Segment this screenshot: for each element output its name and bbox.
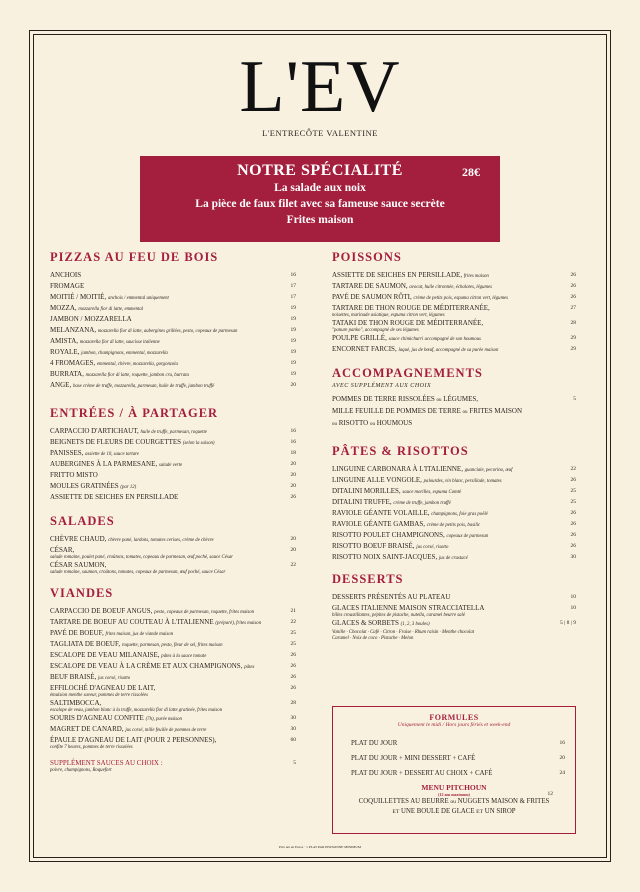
pitchoun-subtitle: (12 ans maximum) (438, 792, 470, 797)
specialite-line-2 (140, 196, 500, 212)
item-name: POULPE GRILLÉ, (332, 334, 387, 342)
menu-item (332, 271, 576, 282)
brand-subtitle: L'ENTRECÔTE VALENTINE (262, 128, 378, 138)
brand-logo: L'EV (239, 46, 401, 128)
pates-title: PÂTES & RISOTTOS (332, 444, 469, 458)
menu-item (332, 498, 576, 509)
item-price: 20 (290, 382, 296, 388)
menu-item (332, 593, 576, 604)
item-name: JAMBON / MOZZARELLA (50, 315, 132, 323)
poissons-title: POISSONS (332, 250, 402, 264)
formule-item (343, 736, 565, 751)
supplement-label: SUPPLÉMENT SAUCES AU CHOIX : (50, 759, 163, 767)
pates-list (332, 465, 576, 564)
item-desc: "panure panko", accompagné de ses légumes (332, 328, 419, 333)
item-desc: pesto, copeaux de parmesan, roquette, frites maison (154, 610, 255, 615)
supplement-price: 5 (293, 760, 296, 766)
item-price: 26 (570, 272, 576, 278)
accompagnements-title: ACCOMPAGNEMENTS (332, 366, 483, 380)
menu-item (332, 345, 576, 356)
item-name: MOULES GRATINÉES (50, 482, 119, 490)
item-price: 27 (570, 305, 576, 311)
menu-item (50, 684, 296, 699)
item-name: CARPACCIO D'ARTICHAUT, (50, 427, 139, 435)
accompagnement-line-3: ou RISOTTO ou HOUMOUS (332, 419, 413, 427)
item-price: 19 (290, 316, 296, 322)
accompagnement-line-1: POMMES DE TERRE RISSOLÉES ou LÉGUMES, 5 (332, 395, 576, 403)
accompagnements-list (332, 395, 576, 430)
item-desc: (1, 2, 3 boules) (400, 622, 430, 627)
item-name: TAGLIATA DE BOEUF, (50, 640, 121, 648)
specialite-title: NOTRE SPÉCIALITÉ (237, 162, 403, 179)
item-price: 26 (570, 521, 576, 527)
menu-item (332, 531, 576, 542)
item-name: LINGUINE ALLE VONGOLE, (332, 476, 422, 484)
item-desc: (préparé), frites maison (215, 621, 262, 626)
menu-item (332, 476, 576, 487)
menu-item (50, 482, 296, 493)
menu-item (332, 604, 576, 619)
menu-item (332, 293, 576, 304)
item-name: MOZZA, (50, 304, 77, 312)
brand-header (0, 46, 640, 138)
menu-item (50, 348, 296, 359)
formule-price: 24 (559, 770, 565, 776)
item-price: 19 (290, 338, 296, 344)
left-column (50, 250, 296, 774)
entrees-list (50, 427, 296, 504)
item-name: DESSERTS PRÉSENTÉS AU PLATEAU (332, 593, 451, 601)
item-name: GLACES & SORBETS (332, 619, 399, 627)
item-name: SALTIMBOCCA, (50, 699, 102, 707)
menu-item (50, 736, 296, 751)
item-desc: jus corsé, risotto (416, 545, 449, 550)
menu-item (332, 334, 576, 345)
item-desc: frites maison (463, 274, 489, 279)
formule-name: PLAT DU JOUR + DESSERT AU CHOIX + CAFÉ (351, 770, 493, 777)
pitchoun-price: 12 (547, 791, 553, 797)
item-name: RAVIOLE GÉANTE GAMBAS, (332, 520, 426, 528)
formules-title: FORMULES (429, 713, 479, 722)
formules-list (343, 736, 565, 781)
menu-item (332, 304, 576, 319)
menu-item (50, 315, 296, 326)
item-desc: assiette de 10, sauce tartare (85, 452, 139, 457)
pitchoun-title: MENU PITCHOUN (421, 783, 487, 792)
item-price: 29 (570, 346, 576, 352)
item-desc: mozzarella fior di latte, saucisse italienne (79, 340, 160, 345)
item-desc: base crème de truffe, mozzarella, parmesan, huile de truffe, jambon truffé (72, 384, 215, 389)
menu-item (332, 319, 576, 334)
item-price: 22 (290, 562, 296, 568)
item-price: 20 (290, 472, 296, 478)
item-desc: jus de crustacé (438, 556, 468, 561)
item-price: 17 (290, 283, 296, 289)
item-price: 10 (570, 594, 576, 600)
menu-item (50, 359, 296, 370)
item-name: EFFILOCHÉ D'AGNEAU DE LAIT, (50, 684, 156, 692)
item-name: DITALINI TRUFFE, (332, 498, 392, 506)
item-price: 20 (290, 483, 296, 489)
menu-item (50, 438, 296, 449)
item-price: 26 (570, 477, 576, 483)
menu-item (332, 542, 576, 553)
dessert-flavors: Vanille · Chocolat · Café · Citron · Fraise · Rhum raisin · Menthe chocolat Caramel · Noix de coco · Pistache · Melon (332, 630, 475, 641)
item-name: CÉSAR, (50, 546, 75, 554)
menu-item (50, 427, 296, 438)
item-desc: mozzarella fior di latte, roquette, jambon cru, burrata (85, 373, 189, 378)
item-name: PANISSES, (50, 449, 84, 457)
pizzas-list (50, 271, 296, 392)
menu-item (50, 282, 296, 293)
item-name: ESCALOPE DE VEAU À LA CRÈME ET AUX CHAMPIGNONS, (50, 662, 243, 670)
item-price: 16 (290, 428, 296, 434)
menu-item (50, 449, 296, 460)
item-desc: salade romaine, saumon, croûtons, tomates, copeaux de parmesan, œuf poché, sauce César (50, 570, 226, 575)
item-desc: copeaux de parmesan (446, 534, 489, 539)
item-desc: émulsion menthe saveur, pommes de terre rissolées (50, 693, 149, 698)
specialite-line-2b: sauce secrète (381, 198, 445, 210)
footer-note: Prix net en Euros · 1 PLAT PAR PERSONNE MINIMUM (279, 845, 361, 849)
item-desc: laqué, jus de bœuf, accompagné de sa purée maison (398, 348, 499, 353)
item-price: 29 (570, 335, 576, 341)
specialite-banner (140, 156, 500, 242)
formule-name: PLAT DU JOUR + MINI DESSERT + CAFÉ (351, 755, 476, 762)
menu-item (50, 304, 296, 315)
item-desc: jus corsé, risotto (98, 676, 131, 681)
item-price: 18 (290, 450, 296, 456)
accompagnements-subtitle: AVEC SUPPLÉMENT AUX CHOIX (332, 383, 432, 389)
item-desc: frites maison, jus de viande maison (105, 632, 174, 637)
item-price: 26 (290, 494, 296, 500)
item-price: 19 (290, 349, 296, 355)
salades-title: SALADES (50, 514, 115, 528)
menu-item (50, 640, 296, 651)
item-price: 20 (290, 536, 296, 542)
item-price: 30 (290, 715, 296, 721)
menu-item (50, 546, 296, 561)
item-price: 16 (290, 272, 296, 278)
item-name: CÉSAR SAUMON, (50, 561, 107, 569)
desserts-title: DESSERTS (332, 572, 404, 586)
item-desc: (par 12) (120, 485, 137, 490)
menu-item (50, 381, 296, 392)
item-desc: mozzarella fior di latte, emmental (78, 307, 144, 312)
item-price: 26 (570, 532, 576, 538)
right-column (332, 250, 576, 642)
item-price: 22 (290, 619, 296, 625)
item-desc: mozzarella fior di latte, aubergines grillées, pesto, copeaux de parmesan (97, 329, 238, 334)
item-desc: anchois / emmental uniquement (107, 296, 169, 301)
item-desc: sauce morilles, espuma Comté (402, 490, 462, 495)
menu-item (50, 714, 296, 725)
item-price: 20 (290, 547, 296, 553)
menu-item (332, 553, 576, 564)
item-desc: noisettes, marinade asiatique, espuma citron vert, légumes (332, 313, 445, 318)
item-name: BEUF BRAISÉ, (50, 673, 97, 681)
salades-list (50, 535, 296, 576)
item-desc: champignons, foie gras poêlé (431, 512, 488, 517)
item-desc: (7h), purée maison (145, 717, 182, 722)
item-name: RAVIOLE GÉANTE VOLAILLE, (332, 509, 430, 517)
formule-name: PLAT DU JOUR (351, 740, 398, 747)
menu-item (50, 561, 296, 576)
menu-item (332, 619, 576, 630)
pizzas-title: PIZZAS AU FEU DE BOIS (50, 250, 219, 264)
item-price: 26 (570, 283, 576, 289)
formule-item (343, 751, 565, 766)
item-desc: escalope de veau, jambon blanc à la truffe, mozzarella fior di latte gratinée, frites maison (50, 708, 223, 713)
viandes-list (50, 607, 296, 751)
menu-item (50, 460, 296, 471)
item-desc: sauce chimichurri accompagné de son houmous (388, 337, 481, 342)
item-name: BEIGNETS DE FLEURS DE COURGETTES (50, 438, 182, 446)
item-desc: huile de truffe, parmesan, roquette (140, 430, 207, 435)
item-price: 20 (290, 461, 296, 467)
accompagnement-price: 5 (573, 396, 576, 402)
item-desc: avocat, huile citronnée, échalotes, légumes (409, 285, 492, 290)
menu-item (50, 337, 296, 348)
item-name: 4 FROMAGES, (50, 359, 96, 367)
accompagnement-line-2: MILLE FEUILLE DE POMMES DE TERRE ou FRITES MAISON (332, 407, 522, 415)
item-name: FRITTO MISTO (50, 471, 98, 479)
item-name: ASSIETTE DE SEICHES EN PERSILLADE, (332, 271, 463, 279)
item-price: 30 (290, 726, 296, 732)
item-name: SOURIS D'AGNEAU CONFITE (50, 714, 144, 722)
formule-price: 16 (559, 740, 565, 746)
menu-item (50, 673, 296, 684)
entrees-title: ENTRÉES / À PARTAGER (50, 406, 219, 420)
pitchoun-line-1: COQUILLETTES AU BEURRE ou NUGGETS MAISON & FRITES (358, 798, 550, 805)
item-price: 30 (570, 554, 576, 560)
specialite-price: 28€ (462, 165, 480, 179)
item-name: TATAKI DE THON ROUGE DE MÉDITERRANÉE, (332, 319, 484, 327)
item-name: ANGE, (50, 381, 72, 389)
item-price: 26 (290, 674, 296, 680)
formule-price: 20 (559, 755, 565, 761)
item-desc: crème de petits pois, espuma citron vert, légumes (413, 296, 509, 301)
menu-item (332, 509, 576, 520)
item-name: CHÈVRE CHAUD, (50, 535, 107, 543)
item-price: 17 (290, 294, 296, 300)
item-desc: guanciale, pecorino, œuf (464, 468, 513, 473)
item-price: 60 (290, 737, 296, 743)
item-desc: crème de truffe, jambon truffé (393, 501, 451, 506)
menu-item (50, 471, 296, 482)
item-desc: pâtes à la sauce tomate (161, 654, 207, 659)
item-name: RISOTTO BOEUF BRAISÉ, (332, 542, 415, 550)
item-name: ÉPAULE D'AGNEAU DE LAIT (POUR 2 PERSONNES), (50, 736, 217, 744)
poissons-list (332, 271, 576, 356)
item-price: 10 (570, 605, 576, 611)
item-name: ROYALE, (50, 348, 80, 356)
item-name: PAVÉ DE SAUMON RÔTI, (332, 293, 412, 301)
item-desc: chèvre pané, lardons, tomates cerises, crème de chèvre (108, 538, 214, 543)
item-price: 19 (290, 371, 296, 377)
item-desc: billes croustillantes, pépites de pistache, nutella, caramel beurre salé (332, 613, 466, 618)
item-name: TARTARE DE BOEUF AU COUTEAU À L'ITALIENNE (50, 618, 214, 626)
item-name: ENCORNET FARCIS, (332, 345, 397, 353)
item-name: BURRATA, (50, 370, 84, 378)
pitchoun-line-2: ET UNE BOULE DE GLACE ET UN SIROP (392, 808, 516, 815)
item-name: RISOTTO POULET CHAMPIGNONS, (332, 531, 445, 539)
menu-item (332, 520, 576, 531)
item-desc: salade verte (158, 463, 183, 468)
item-price: 25 (290, 630, 296, 636)
item-price: 26 (570, 543, 576, 549)
specialite-line-3: Frites maison (286, 214, 354, 226)
item-desc: confite 7 heures, pommes de terre rissolées (50, 745, 133, 750)
menu-item (50, 493, 296, 504)
item-price: 25 (290, 641, 296, 647)
item-name: TARTARE DE THON ROUGE DE MÉDITERRANÉE, (332, 304, 490, 312)
item-desc: crème de petits pois, basilic (426, 523, 481, 528)
item-price: 19 (290, 305, 296, 311)
item-name: RISOTTO NOIX SAINT-JACQUES, (332, 553, 438, 561)
item-desc: jus corsé, mille feuille de pommes de terre (125, 728, 207, 733)
item-name: MAGRET DE CANARD, (50, 725, 124, 733)
item-price: 25 (570, 499, 576, 505)
desserts-list (332, 593, 576, 630)
formules-box (332, 706, 576, 834)
menu-item (50, 326, 296, 337)
item-name: DITALINI MORILLES, (332, 487, 401, 495)
item-name: MOITIÉ / MOITIÉ, (50, 293, 107, 301)
menu-item (332, 465, 576, 476)
item-price: 28 (290, 700, 296, 706)
item-desc: (selon la saison) (182, 441, 215, 446)
item-price: 25 (570, 488, 576, 494)
item-name: PAVÉ DE BOEUF, (50, 629, 104, 637)
item-price: 5 | 8 | 9 (560, 620, 576, 626)
formules-subtitle: Uniquement le midi / Hors jours fériés et week-end (397, 722, 511, 728)
menu-item (50, 293, 296, 304)
menu-item (50, 535, 296, 546)
item-price: 19 (290, 327, 296, 333)
item-name: LINGUINE CARBONARA À L'ITALIENNE, (332, 465, 463, 473)
item-name: TARTARE DE SAUMON, (332, 282, 408, 290)
item-price: 26 (290, 685, 296, 691)
formule-item (343, 766, 565, 781)
menu-item (50, 370, 296, 381)
item-name: AUBERGINES À LA PARMESANE, (50, 460, 158, 468)
supplement-desc: poivre, champignons, Roquefort (50, 768, 112, 773)
item-price: 16 (290, 439, 296, 445)
item-desc: pâtes (244, 665, 255, 670)
item-price: 26 (290, 663, 296, 669)
item-price: 21 (290, 608, 296, 614)
item-price: 26 (290, 652, 296, 658)
specialite-line-2a: La pièce de faux filet avec sa fameuse (195, 198, 382, 210)
item-price: 19 (290, 360, 296, 366)
item-name: MELANZANA, (50, 326, 97, 334)
item-desc: salade romaine, poulet pané, croûtons, tomates, copeaux de parmesan, œuf poché, sauce César (50, 555, 233, 560)
menu-item (50, 662, 296, 673)
specialite-line-1: La salade aux noix (274, 182, 366, 194)
menu-item (332, 487, 576, 498)
menu-item (50, 618, 296, 629)
menu-item (50, 271, 296, 282)
menu-item (50, 629, 296, 640)
menu-item (332, 282, 576, 293)
item-name: ASSIETTE DE SEICHES EN PERSILLADE (50, 493, 179, 501)
item-name: ANCHOIS (50, 271, 82, 279)
menu-item (50, 699, 296, 714)
item-desc: jambon, champignons, emmental, mozzarella (81, 351, 168, 356)
item-desc: roquette, parmesan, pesto, fleur de sel, frites maison (121, 643, 223, 648)
menu-item (50, 651, 296, 662)
item-name: CARPACCIO DE BOEUF ANGUS, (50, 607, 153, 615)
item-name: ESCALOPE DE VEAU MILANAISE, (50, 651, 160, 659)
supplement-sauces (50, 759, 296, 774)
menu-item (50, 607, 296, 618)
menu-item (50, 725, 296, 736)
viandes-title: VIANDES (50, 586, 114, 600)
item-name: FROMAGE (50, 282, 85, 290)
item-price: 26 (570, 510, 576, 516)
item-name: GLACES ITALIENNE MAISON STRACCIATELLA (332, 604, 485, 612)
item-name: AMISTA, (50, 337, 79, 345)
item-price: 22 (570, 466, 576, 472)
item-desc: emmental, chèvre, mozzarella, gorgonzola (96, 362, 178, 367)
item-desc: palourdes, vin blanc, persillade, tomates (423, 479, 502, 484)
item-price: 28 (570, 320, 576, 326)
item-price: 26 (570, 294, 576, 300)
